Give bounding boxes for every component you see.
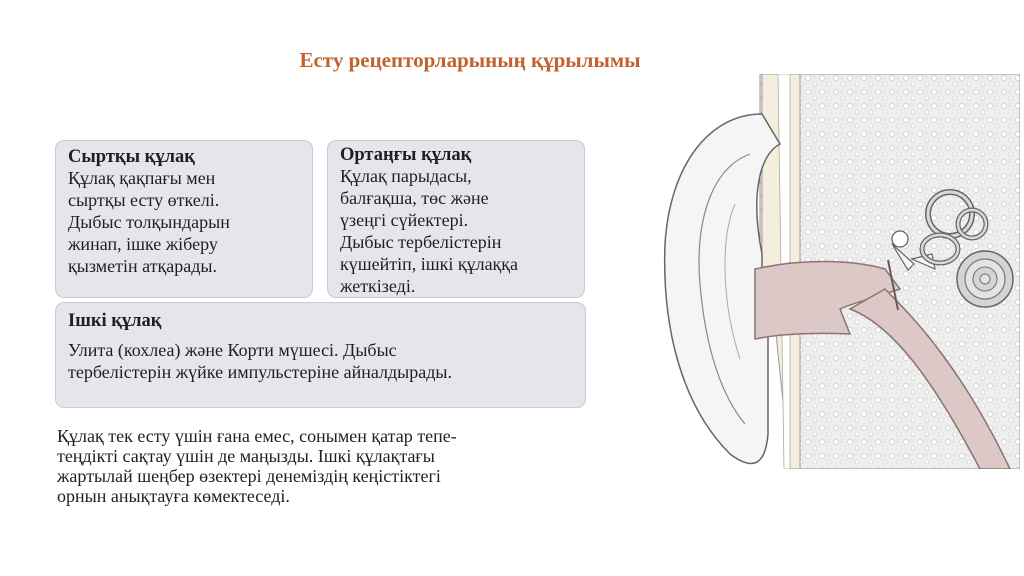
inner-ear-title: Ішкі құлақ bbox=[68, 311, 162, 331]
outer-ear-card bbox=[55, 140, 313, 298]
slide-title: Есту рецепторларының құрылымы bbox=[299, 48, 641, 72]
balance-note: Құлақ тек есту үшін ғана емес, сонымен қатар тепе- теңдікті сақтау үшін де маңызды. Ішкі құлақтағы жартылай шеңбер өзектері денеміздің кеңістіктегі орнын анықтауға көмектеседі. bbox=[57, 426, 457, 506]
outer-ear-title: Сыртқы құлақ bbox=[68, 147, 195, 167]
ear-anatomy-illustration bbox=[650, 74, 1020, 469]
inner-ear-card bbox=[55, 302, 586, 408]
middle-ear-text: Құлақ парыдасы, балғақша, төс және үзеңгі сүйектері. Дыбыс тербелістерін күшейтіп, ішкі құлаққа жеткізеді. bbox=[340, 166, 519, 296]
outer-ear-text: Құлақ қақпағы мен сыртқы есту өткелі. Дыбыс толқындарын жинап, ішке жіберу қызметін атқарады. bbox=[68, 168, 230, 276]
middle-ear-card bbox=[327, 140, 585, 298]
middle-ear-title: Ортаңғы құлақ bbox=[340, 145, 472, 165]
inner-ear-text: Улита (кохлеа) және Корти мүшесі. Дыбыс тербелістерін жүйке импульстеріне айналдырады. bbox=[68, 340, 452, 382]
